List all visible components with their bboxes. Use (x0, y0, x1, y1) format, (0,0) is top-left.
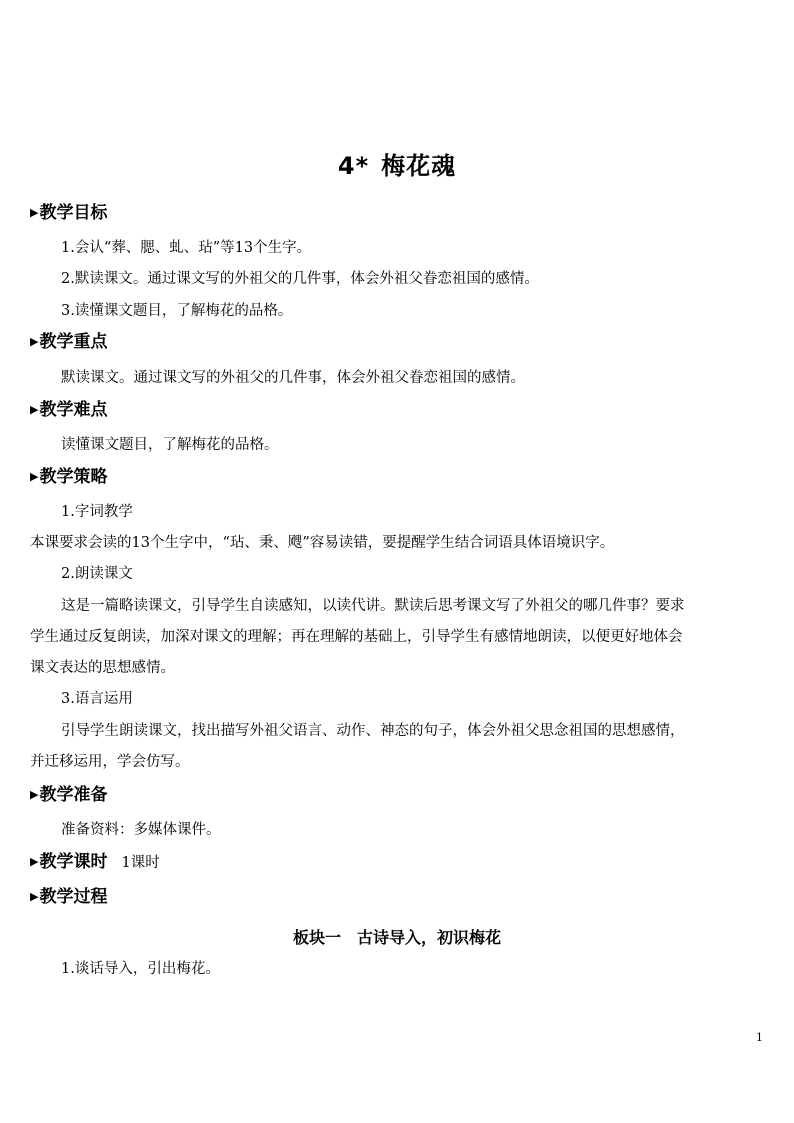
triangle-bullet-icon: ▶ (30, 206, 39, 219)
lesson-title (0, 146, 794, 181)
strategy-2-line-3: 课文表达的思想感情。 (30, 660, 175, 676)
objective-item-3: 3.读懂课文题目，了解梅花的品格。 (61, 303, 293, 319)
triangle-bullet-icon: ▶ (30, 470, 39, 483)
process-step-1: 1.谈话导入，引出梅花。 (61, 961, 220, 977)
strategy-1-title: 1.字词教学 (61, 504, 133, 520)
key-points-text: 默读课文。通过课文写的外祖父的几件事，体会外祖父眷恋祖国的感情。 (61, 370, 525, 386)
block-one-title: 板块一 古诗导入，初识梅花 (292, 928, 501, 947)
strategy-2-line-1: 这是一篇略读课文，引导学生自读感知，以读代讲。默读后思考课文写了外祖父的哪几件事？要求 (61, 598, 685, 614)
lesson-number: 4* (337, 152, 370, 180)
triangle-bullet-icon: ▶ (30, 855, 39, 868)
triangle-bullet-icon: ▶ (30, 403, 39, 416)
lesson-name: 梅花魂 (381, 152, 457, 180)
process-heading: ▶教学过程 (30, 887, 108, 907)
objective-item-2: 2.默读课文。通过课文写的外祖父的几件事，体会外祖父眷恋祖国的感情。 (61, 271, 539, 287)
difficulties-heading: ▶教学难点 (30, 400, 108, 420)
class-hours-heading: ▶教学课时 1课时 (30, 852, 160, 872)
objectives-heading: ▶教学目标 (30, 203, 108, 223)
strategy-3-title: 3.语言运用 (61, 691, 133, 707)
triangle-bullet-icon: ▶ (30, 890, 39, 903)
strategy-3-line-1: 引导学生朗读课文，找出描写外祖父语言、动作、神态的句子，体会外祖父思念祖国的思想感情， (61, 723, 685, 739)
preparation-heading: ▶教学准备 (30, 785, 108, 805)
triangle-bullet-icon: ▶ (30, 788, 39, 801)
class-hours-value: 1课时 (121, 855, 160, 871)
preparation-text: 准备资料：多媒体课件。 (61, 822, 221, 838)
strategy-heading: ▶教学策略 (30, 467, 108, 487)
triangle-bullet-icon: ▶ (30, 335, 39, 348)
page-number: 1 (756, 1031, 763, 1044)
key-points-heading: ▶教学重点 (30, 332, 108, 352)
strategy-2-title: 2.朗读课文 (61, 566, 133, 582)
strategy-2-line-2: 学生通过反复朗读，加深对课文的理解；再在理解的基础上，引导学生有感情地朗读，以便更好地体会 (30, 629, 683, 645)
objective-item-1: 1.会认“葬、腮、虬、玷”等13个生字。 (61, 240, 312, 256)
difficulties-text: 读懂课文题目，了解梅花的品格。 (61, 437, 279, 453)
strategy-1-text: 本课要求会读的13个生字中，“玷、秉、飕”容易读错，要提醒学生结合词语具体语境识字。 (30, 535, 615, 551)
strategy-3-line-2: 并迁移运用，学会仿写。 (30, 754, 190, 770)
